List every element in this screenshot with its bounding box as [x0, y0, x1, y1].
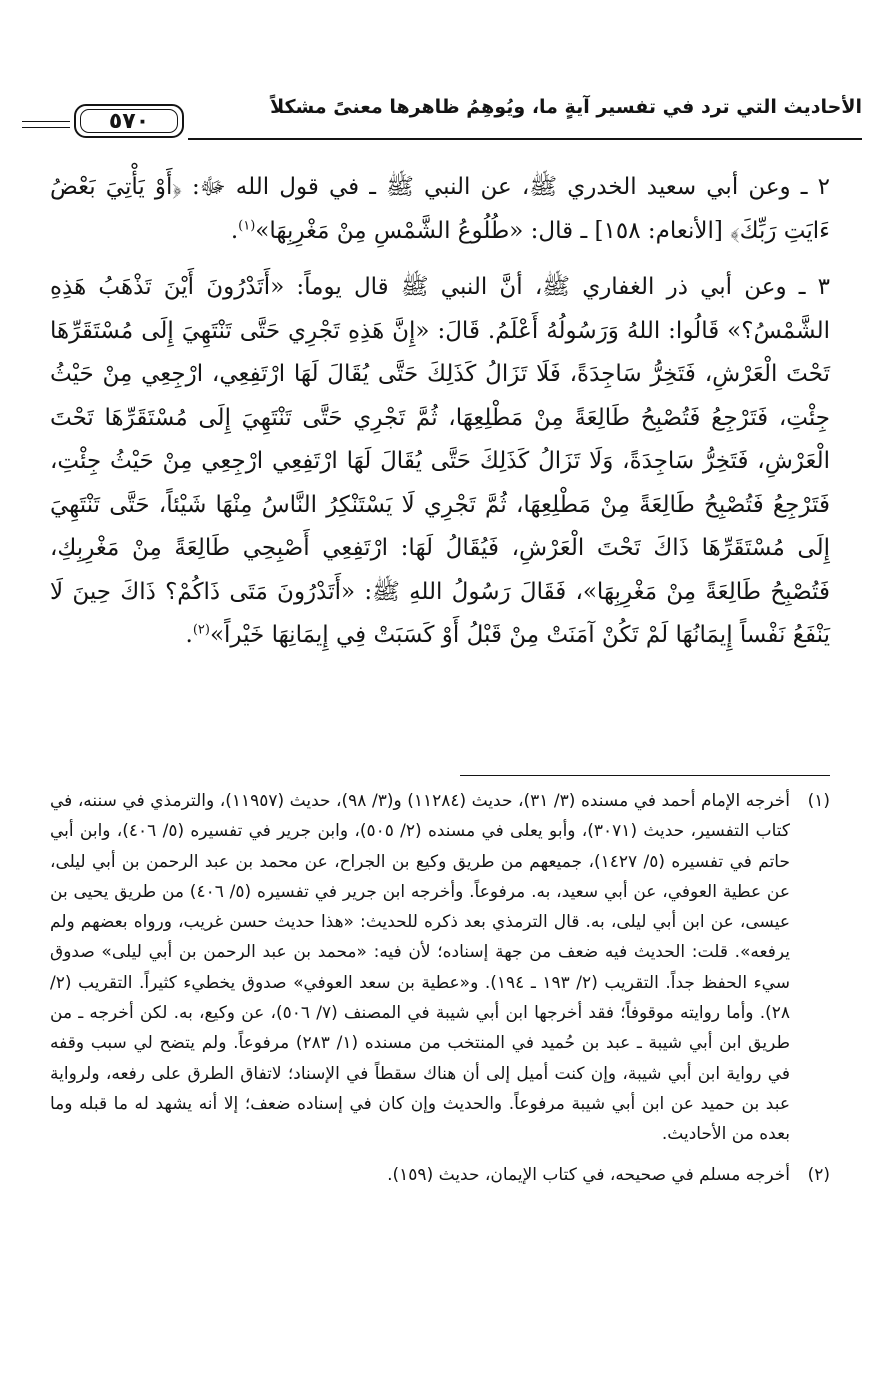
footnotes	[50, 786, 830, 1200]
footnote-1	[50, 786, 830, 1150]
header-rule	[188, 138, 862, 140]
footnote-mark: (١)	[807, 791, 830, 811]
header-rule-left-bottom	[22, 127, 70, 128]
footnote-ref: (١)	[238, 217, 256, 233]
page-number: ٥٧٠	[80, 109, 178, 133]
page-header	[22, 94, 862, 142]
paragraph-end: .	[230, 217, 239, 244]
footnote-divider	[460, 775, 830, 776]
paragraph-text: ٢ ـ وعن أبي سعيد الخدري ﷺ، عن النبي ﷺ ـ في قول الله ﷻ: ﴿أَوْ يَأْتِيَ بَعْضُ ءَايَتِ رَبِّكَ﴾ [الأنعام: ١٥٨] ـ قال: «طُلُوعُ الشَّمْسِ مِنْ مَغْرِبِهَا»	[50, 174, 830, 244]
paragraph-text: ٣ ـ وعن أبي ذر الغفاري ﷺ، أنَّ النبي ﷺ قال يوماً: «أَتَدْرُونَ أَيْنَ تَذْهَبُ هَذِهِ الشَّمْسُ؟» قَالُوا: اللهُ وَرَسُولُهُ أَعْلَمُ. قَالَ: «إِنَّ هَذِهِ تَجْرِي حَتَّى تَنْتَهِيَ إِلَى مُسْتَقَرِّهَا تَحْتَ الْعَرْشِ، فَتَخِرُّ سَاجِدَةً، فَلَا تَزَالُ كَذَلِكَ حَتَّى يُقَالَ لَهَا ارْتَفِعِي، ارْجِعِي مِنْ حَيْثُ جِئْتِ، فَتَرْجِعُ فَتُصْبِحُ طَالِعَةً مِنْ مَطْلِعِهَا، ثُمَّ تَجْرِي حَتَّى تَنْتَهِيَ إِلَى مُسْتَقَرِّهَا تَحْتَ الْعَرْشِ، فَتَخِرُّ سَاجِدَةً، وَلَا تَزَالُ كَذَلِكَ حَتَّى يُقَالَ لَهَا ارْتَفِعِي ارْجِعِي مِنْ حَيْثُ جِئْتِ، فَتَرْجِعُ فَتُصْبِحُ طَالِعَةً مِنْ مَطْلِعِهَا، ثُمَّ تَجْرِي لَا يَسْتَنْكِرُ النَّاسُ مِنْهَا شَيْئاً، حَتَّى تَنْتَهِيَ إِلَى مُسْتَقَرِّهَا ذَاكَ تَحْتَ الْعَرْشِ، فَيُقَالُ لَهَا: ارْتَفِعِي أَصْبِحِي طَالِعَةً مِنْ مَغْرِبِكِ، فَتُصْبِحُ طَالِعَةً مِنْ مَغْرِبِهَا»، فَقَالَ رَسُولُ اللهِ ﷺ: «أَتَدْرُونَ مَتَى ذَاكُمْ؟ ذَاكَ حِينَ لَا يَنْفَعُ نَفْساً إِيمَانُهَا لَمْ تَكُنْ آمَنَتْ مِنْ قَبْلُ أَوْ كَسَبَتْ فِي إِيمَانِهَا خَيْراً»	[50, 274, 830, 648]
main-text	[50, 166, 830, 671]
hadith-paragraph-3	[50, 266, 830, 658]
header-rule-left-top	[22, 121, 70, 122]
running-title: الأحاديث التي ترد في تفسير آيةٍ ما، ويُوهِمُ ظاهرها معنىً مشكلاً	[270, 96, 862, 118]
footnote-2	[50, 1160, 830, 1190]
footnote-mark: (٢)	[807, 1164, 830, 1185]
paragraph-end: .	[185, 622, 193, 648]
page-number-frame	[74, 104, 184, 138]
footnote-ref: (٢)	[192, 622, 210, 638]
footnote-text: أخرجه مسلم في صحيحه، في كتاب الإيمان، حديث (١٥٩).	[387, 1164, 790, 1185]
hadith-paragraph-2	[50, 166, 830, 253]
footnote-text: أخرجه الإمام أحمد في مسنده (٣/ ٣١)، حديث (١١٢٨٤) و(٣/ ٩٨)، حديث (١١٩٥٧)، والترمذي في سننه، في كتاب التفسير، حديث (٣٠٧١)، وأبو يعلى في مسنده (٢/ ٥٠٥)، وابن جرير في تفسيره (٥/ ٤٠٦)، وابن أبي حاتم في تفسيره (٥/ ١٤٢٧)، جميعهم من طريق وكيع بن الجراح، عن محمد بن عبد الرحمن بن أبي ليلى، عن عطية العوفي، عن أبي سعيد، به. مرفوعاً. وأخرجه ابن جرير في تفسيره (٥/ ٤٠٦) من طريق يحيى بن عيسى، عن ابن أبي ليلى، به. قال الترمذي بعد ذكره للحديث: «هذا حديث حسن غريب، ورواه بعضهم ولم يرفعه». قلت: الحديث فيه ضعف من جهة إسناده؛ لأن فيه: «محمد بن عبد الرحمن بن أبي ليلى» صدوق سيء الحفظ جداً. التقريب (٢/ ١٩٣ ـ ١٩٤). و«عطية بن سعد العوفي» صدوق يخطيء كثيراً. التقريب (٢/ ٢٨). وأما روايته موقوفاً؛ فقد أخرجها ابن أبي شيبة في المصنف (٧/ ٥٠٦)، عن وكيع، به. لكن أخرجه ـ من طريق ابن أبي شيبة ـ عبد بن حُميد في المنتخب من مسنده (١/ ٢٨٣) مرفوعاً. ولم يتضح لي سبب وقفه في رواية ابن أبي شيبة، وإن كنت أميل إلى أن هناك سقطاً في الإسناد؛ لاتفاق الطرق على رفعه، ولرواية عبد بن حميد عن ابن أبي شيبة مرفوعاً. والحديث وإن كان في إسناده ضعف؛ إلا أنه يشهد له ما قبله وما بعده من الأحاديث.	[50, 791, 791, 1145]
